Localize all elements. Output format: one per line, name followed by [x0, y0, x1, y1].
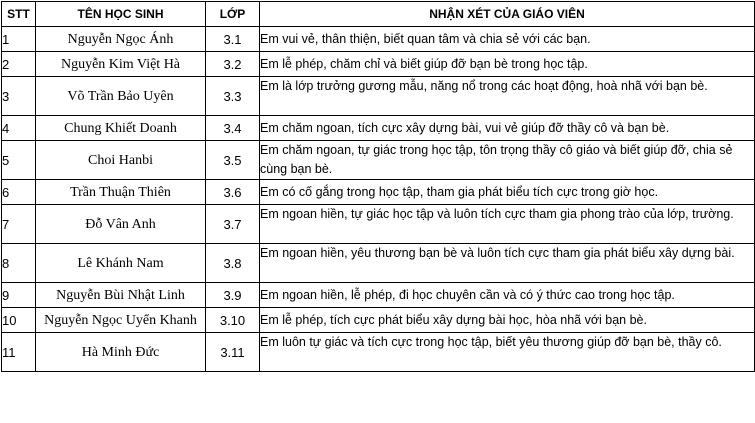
row-student-name: Choi Hanbi [36, 141, 206, 180]
row-student-name: Chung Khiết Doanh [36, 116, 206, 141]
row-comment: Em ngoan hiền, tự giác học tập và luôn tích cực tham gia phong trào của lớp, trường. [260, 205, 755, 244]
row-stt: 9 [2, 283, 36, 308]
row-class: 3.6 [206, 180, 260, 205]
row-stt: 8 [2, 244, 36, 283]
row-class: 3.3 [206, 77, 260, 116]
row-comment: Em chăm ngoan, tự giác trong học tập, tôn trọng thầy cô giáo và biết giúp đỡ, chia sẻ cùng bạn bè. [260, 141, 755, 180]
row-comment: Em ngoan hiền, yêu thương bạn bè và luôn tích cực tham gia phát biểu xây dựng bài. [260, 244, 755, 283]
row-student-name: Nguyễn Bùi Nhật Linh [36, 283, 206, 308]
header-student-name: TÊN HỌC SINH [36, 2, 206, 27]
row-comment: Em luôn tự giác và tích cực trong học tập, biết yêu thương giúp đỡ bạn bè, thầy cô. [260, 333, 755, 372]
row-stt: 11 [2, 333, 36, 372]
row-class: 3.10 [206, 308, 260, 333]
header-row [2, 2, 755, 27]
table-row [2, 205, 755, 244]
row-class: 3.4 [206, 116, 260, 141]
row-class: 3.11 [206, 333, 260, 372]
row-comment: Em là lớp trưởng gương mẫu, năng nổ trong các hoạt động, hoà nhã với bạn bè. [260, 77, 755, 116]
student-comments-table [1, 1, 755, 372]
row-stt: 6 [2, 180, 36, 205]
row-stt: 5 [2, 141, 36, 180]
table-row [2, 308, 755, 333]
row-comment: Em lễ phép, tích cực phát biểu xây dựng bài học, hòa nhã với bạn bè. [260, 308, 755, 333]
row-class: 3.1 [206, 27, 260, 52]
table-row [2, 333, 755, 372]
table-row [2, 283, 755, 308]
table-row [2, 52, 755, 77]
row-student-name: Nguyễn Ngọc Uyển Khanh [36, 308, 206, 333]
row-class: 3.8 [206, 244, 260, 283]
row-student-name: Lê Khánh Nam [36, 244, 206, 283]
row-comment: Em vui vẻ, thân thiện, biết quan tâm và chia sẻ với các bạn. [260, 27, 755, 52]
row-student-name: Đỗ Vân Anh [36, 205, 206, 244]
row-class: 3.7 [206, 205, 260, 244]
row-stt: 7 [2, 205, 36, 244]
header-teacher-comment: NHẬN XÉT CỦA GIÁO VIÊN [260, 2, 755, 27]
row-class: 3.5 [206, 141, 260, 180]
row-comment: Em ngoan hiền, lễ phép, đi học chuyên cần và có ý thức cao trong học tập. [260, 283, 755, 308]
row-student-name: Trần Thuận Thiên [36, 180, 206, 205]
table-row [2, 27, 755, 52]
row-student-name: Nguyễn Kim Việt Hà [36, 52, 206, 77]
row-student-name: Hà Minh Đức [36, 333, 206, 372]
header-stt: STT [2, 2, 36, 27]
row-stt: 2 [2, 52, 36, 77]
table-row [2, 180, 755, 205]
row-stt: 10 [2, 308, 36, 333]
row-class: 3.2 [206, 52, 260, 77]
row-student-name: Võ Trần Bảo Uyên [36, 77, 206, 116]
row-stt: 4 [2, 116, 36, 141]
header-class: LỚP [206, 2, 260, 27]
table-row [2, 244, 755, 283]
row-comment: Em có cố gắng trong học tập, tham gia phát biểu tích cực trong giờ học. [260, 180, 755, 205]
row-comment: Em chăm ngoan, tích cực xây dựng bài, vui vẻ giúp đỡ thầy cô và bạn bè. [260, 116, 755, 141]
row-student-name: Nguyễn Ngọc Ánh [36, 27, 206, 52]
row-comment: Em lễ phép, chăm chỉ và biết giúp đỡ bạn bè trong học tập. [260, 52, 755, 77]
table-row [2, 77, 755, 116]
table-row [2, 116, 755, 141]
row-stt: 3 [2, 77, 36, 116]
table-row [2, 141, 755, 180]
row-stt: 1 [2, 27, 36, 52]
row-class: 3.9 [206, 283, 260, 308]
